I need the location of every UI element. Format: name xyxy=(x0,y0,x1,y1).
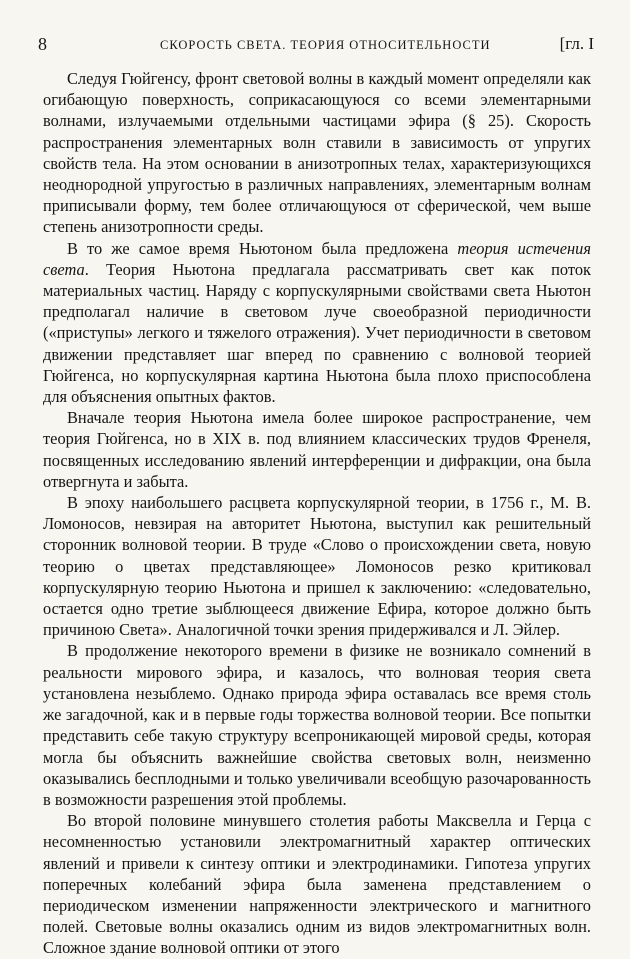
paragraph-2-text-end: . Теория Ньютона предлагала рассматривать свет как поток материальных частиц. Наряду с корпускулярными свойствами света Ньютон предполагал наличие в световом луче своеобразной периодичности («приступы» легкого и тяжелого отражения). Учет периодичности в световом движении представляет шаг вперед по сравнению с волновой теорией Гюйгенса, но корпускулярная картина Ньютона была плохо приспособлена для объяснения опытных фактов. xyxy=(43,259,591,407)
paragraph-6 xyxy=(43,810,591,958)
paragraph-6-text: Во второй половине минувшего столетия работы Максвелла и Герца с несомненностью установили электромагнитный характер оптических явлений и привели к синтезу оптики и электродинамики. Гипотеза упругих поперечных колебаний эфира была заменена представлением о периодическом изменении напряженности электрического и магнитного полей. Световые волны оказались одним из видов электромагнитных волн. Сложное здание волновой оптики от этого xyxy=(43,811,591,958)
paragraph-2 xyxy=(43,238,591,408)
paragraph-2-emphasis: теория истечения света xyxy=(43,238,591,279)
paragraph-5 xyxy=(43,640,591,810)
page-header xyxy=(38,34,594,54)
paragraph-3 xyxy=(43,407,591,492)
paragraph-4 xyxy=(43,492,591,640)
paragraph-2-text-start: В то же самое время Ньютоном была предложена xyxy=(67,238,458,258)
paragraph-1-text: Следуя Гюйгенсу, фронт световой волны в каждый момент определяли как огибающую поверхность, соприкасающуюся со всеми элементарными волнами, излучаемыми отдельными частицами эфира (§ 25). Скорость распространения элементарных волн ставили в зависимость от упругих свойств тела. На этом основании в анизотропных телах, характеризующихся неоднородной упругостью в различных направлениях, элементарным волнам приписывали форму, тем более отличающуюся от сферической, чем выше степень анизотропности среды. xyxy=(43,69,591,237)
paragraph-1 xyxy=(43,68,591,238)
page-number: 8 xyxy=(38,34,47,54)
body-text xyxy=(43,68,591,959)
paragraph-3-text: Вначале теория Ньютона имела более широкое распространение, чем теория Гюйгенса, но в XIX в. под влиянием классических трудов Френеля, посвященных исследованию явлений интерференции и дифракции, она была отвергнута и забыта. xyxy=(43,408,591,491)
chapter-label: [гл. I xyxy=(559,34,594,53)
paragraph-5-text: В продолжение некоторого времени в физике не возникало сомнений в реальности мирового эфира, и казалось, что волновая теория света установлена незыблемо. Однако природа эфира оставалась все время столь же загадочной, как и в первые годы торжества волновой теории. Все попытки представить себе такую структуру всепроникающей мировой среды, которая могла бы объяснить важнейшие свойства световых волн, неизменно оказывались бесплодными и только увеличивали всеобщую разочарованность в возможности разрешения этой проблемы. xyxy=(43,641,591,809)
running-title: СКОРОСТЬ СВЕТА. ТЕОРИЯ ОТНОСИТЕЛЬНОСТИ xyxy=(160,38,491,52)
paragraph-4-text: В эпоху наибольшего расцвета корпускулярной теории, в 1756 г., М. В. Ломоносов, невзирая на авторитет Ньютона, выступил как решительный сторонник волновой теории. В труде «Слово о происхождении света, новую теорию о цветах представляющее» Ломоносов резко критиковал корпускулярную теорию Ньютона и пришел к заключению: «следовательно, остается одно третие зыблющееся движение Ефира, которое должно быть причиною Света». Аналогичной точки зрения придерживался и Л. Эйлер. xyxy=(43,493,591,640)
